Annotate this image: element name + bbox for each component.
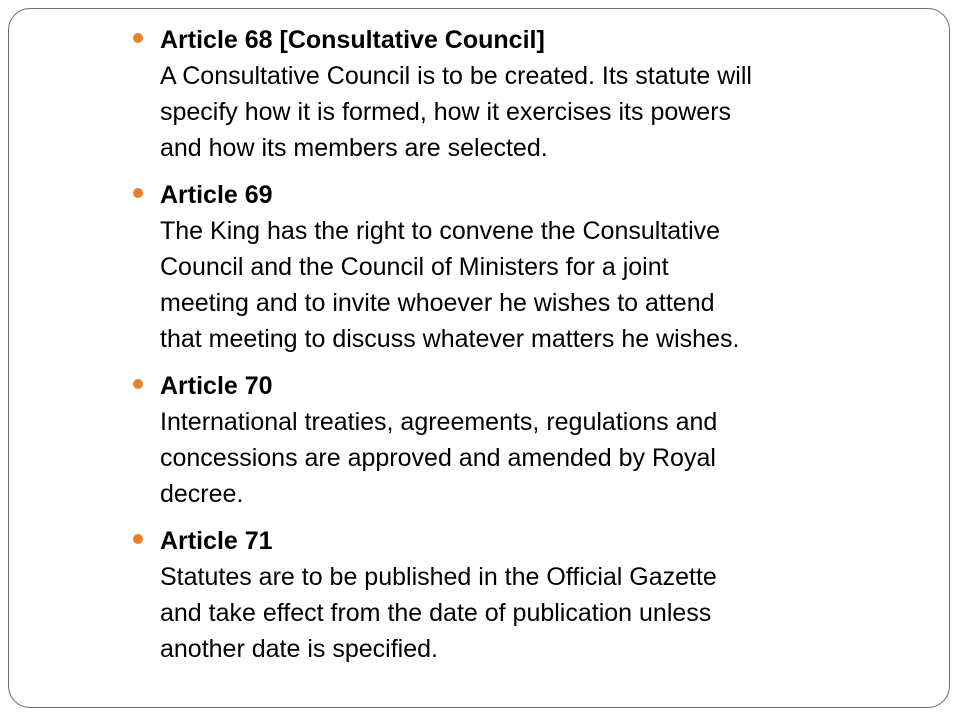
bullet-icon: [133, 534, 143, 544]
article-heading: Article 68 [Consultative Council]: [160, 26, 545, 54]
bullet-icon: [133, 188, 143, 198]
article-text-line: International treaties, agreements, regulations and: [160, 408, 718, 436]
article-text-line: that meeting to discuss whatever matters he wishes.: [160, 325, 740, 353]
article-text-line: A Consultative Council is to be created. Its statute will: [160, 62, 752, 90]
article-text-line: concessions are approved and amended by Royal: [160, 444, 716, 472]
article-text-line: and take effect from the date of publication unless: [160, 599, 712, 627]
article-text-line: Council and the Council of Ministers for a joint: [160, 253, 669, 281]
article-item: [160, 22, 940, 166]
article-text-line: meeting and to invite whoever he wishes to attend: [160, 289, 715, 317]
article-text-line: The King has the right to convene the Consultative: [160, 217, 721, 245]
article-list: [160, 22, 940, 678]
article-item: [160, 368, 940, 512]
article-heading: Article 71: [160, 527, 273, 555]
article-text-line: specify how it is formed, how it exercises its powers: [160, 98, 732, 126]
article-heading: Article 70: [160, 372, 273, 400]
bullet-icon: [133, 33, 143, 43]
bullet-icon: [133, 379, 143, 389]
article-text-line: and how its members are selected.: [160, 134, 548, 162]
article-text-line: Statutes are to be published in the Official Gazette: [160, 563, 717, 591]
article-item: [160, 523, 940, 667]
article-text-line: decree.: [160, 480, 244, 508]
article-heading: Article 69: [160, 181, 273, 209]
article-text-line: another date is specified.: [160, 635, 438, 663]
article-item: [160, 177, 940, 357]
